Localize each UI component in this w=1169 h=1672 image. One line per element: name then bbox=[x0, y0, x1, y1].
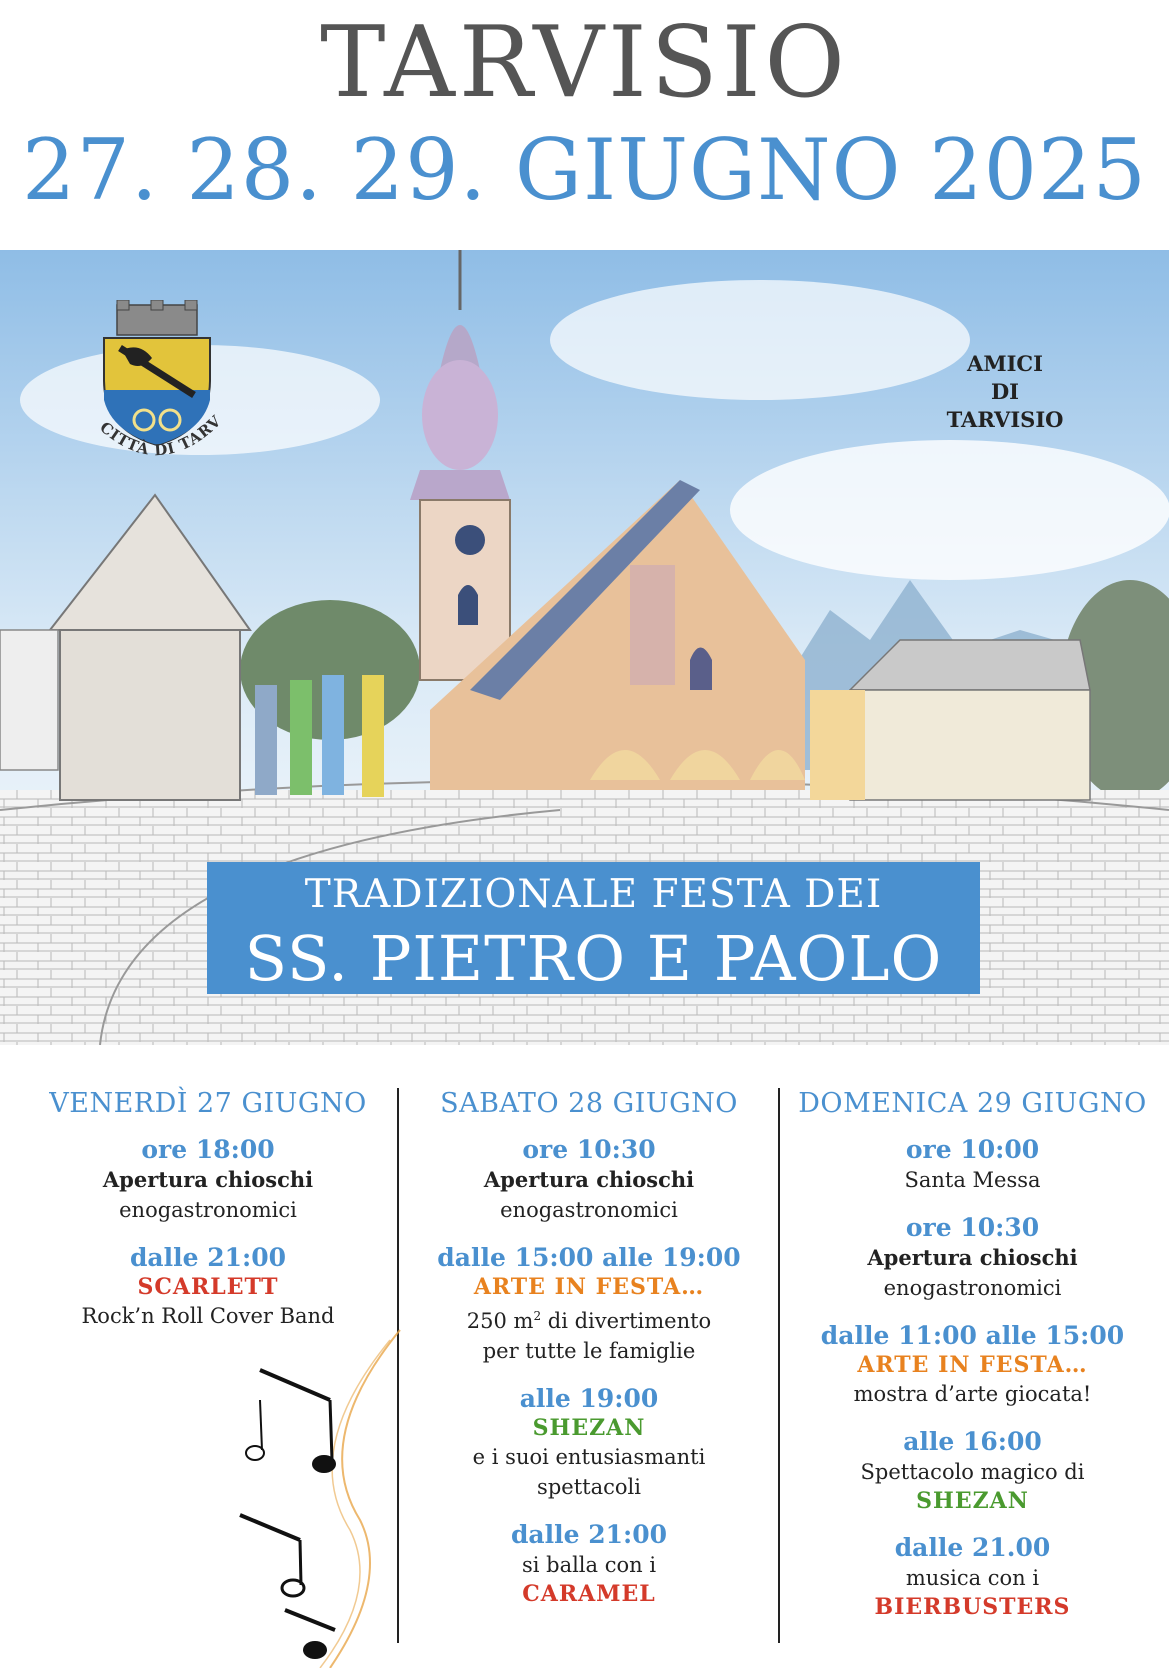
area-exponent: 2 bbox=[533, 1309, 542, 1323]
event-time: ore 10:00 bbox=[905, 1135, 1040, 1164]
event-title: Apertura chioschi bbox=[102, 1167, 314, 1192]
event-block bbox=[790, 1533, 1155, 1621]
event-block bbox=[790, 1321, 1155, 1409]
event-detail: enogastronomici bbox=[500, 1198, 678, 1222]
day-heading: DOMENICA 29 GIUGNO bbox=[798, 1088, 1147, 1119]
event-detail: enogastronomici bbox=[119, 1198, 297, 1222]
event-block bbox=[410, 1384, 768, 1502]
organizer-name bbox=[935, 350, 1075, 434]
music-notes-decoration bbox=[220, 1320, 410, 1668]
event-detail: per tutte le famiglie bbox=[482, 1339, 696, 1363]
event-act: SCARLETT bbox=[137, 1274, 279, 1300]
event-detail: Rock’n Roll Cover Band bbox=[81, 1304, 335, 1328]
event-block bbox=[790, 1213, 1155, 1303]
event-block bbox=[790, 1135, 1155, 1195]
friday-column bbox=[30, 1088, 386, 1349]
event-time: alle 16:00 bbox=[903, 1427, 1042, 1456]
day-heading: SABATO 28 GIUGNO bbox=[440, 1088, 738, 1119]
event-detail: spettacoli bbox=[537, 1475, 641, 1499]
organizer-line: DI bbox=[990, 379, 1020, 404]
event-time: ore 10:30 bbox=[905, 1213, 1040, 1242]
town-title: TARVISIO bbox=[320, 6, 849, 120]
event-block bbox=[790, 1427, 1155, 1515]
event-act: ARTE IN FESTA… bbox=[857, 1352, 1088, 1378]
event-block bbox=[410, 1243, 768, 1366]
event-detail: e i suoi entusiasmanti bbox=[472, 1445, 706, 1469]
event-time: alle 19:00 bbox=[519, 1384, 659, 1413]
banner-subtitle: TRADIZIONALE FESTA DEI bbox=[304, 872, 883, 917]
poster-header bbox=[0, 0, 1169, 250]
city-crest-logo bbox=[82, 300, 232, 470]
event-time: dalle 15:00 alle 19:00 bbox=[437, 1243, 741, 1272]
column-divider bbox=[778, 1088, 780, 1643]
event-act: SHEZAN bbox=[916, 1488, 1029, 1514]
event-block bbox=[410, 1520, 768, 1608]
event-detail: musica con i bbox=[905, 1566, 1040, 1590]
area-text: di divertimento bbox=[541, 1309, 712, 1333]
banner-title: SS. PIETRO E PAOLO bbox=[244, 922, 943, 995]
event-act: ARTE IN FESTA… bbox=[473, 1274, 705, 1300]
festival-banner bbox=[207, 862, 980, 994]
event-title: Apertura chioschi bbox=[867, 1245, 1078, 1270]
event-time: dalle 21:00 bbox=[510, 1520, 668, 1549]
event-act: BIERBUSTERS bbox=[874, 1594, 1071, 1620]
organizer-line: AMICI bbox=[967, 351, 1043, 376]
event-time: ore 10:30 bbox=[522, 1135, 656, 1164]
sunday-column bbox=[790, 1088, 1155, 1639]
event-block bbox=[30, 1135, 386, 1225]
event-detail: Spettacolo magico di bbox=[860, 1460, 1085, 1484]
event-title: Apertura chioschi bbox=[483, 1167, 695, 1192]
event-dates: 27. 28. 29. GIUGNO 2025 bbox=[22, 121, 1147, 219]
day-heading: VENERDÌ 27 GIUGNO bbox=[49, 1088, 367, 1119]
event-detail: mostra d’arte giocata! bbox=[853, 1382, 1092, 1406]
event-block bbox=[30, 1243, 386, 1331]
event-detail bbox=[410, 1301, 768, 1336]
saturday-column bbox=[410, 1088, 768, 1626]
event-title: Santa Messa bbox=[904, 1168, 1041, 1192]
organizer-line: TARVISIO bbox=[946, 407, 1064, 432]
event-time: dalle 21:00 bbox=[129, 1243, 287, 1272]
event-act: SHEZAN bbox=[532, 1415, 646, 1441]
area-value: 250 m bbox=[466, 1309, 534, 1333]
event-act: CARAMEL bbox=[522, 1581, 656, 1607]
event-time: dalle 11:00 alle 15:00 bbox=[820, 1321, 1125, 1350]
event-time: dalle 21.00 bbox=[894, 1533, 1051, 1562]
event-detail: si balla con i bbox=[521, 1553, 657, 1577]
event-block bbox=[410, 1135, 768, 1225]
crest-caption: CITTÀ DI TARV bbox=[96, 411, 226, 460]
event-detail: enogastronomici bbox=[883, 1276, 1062, 1300]
event-time: ore 18:00 bbox=[141, 1135, 275, 1164]
